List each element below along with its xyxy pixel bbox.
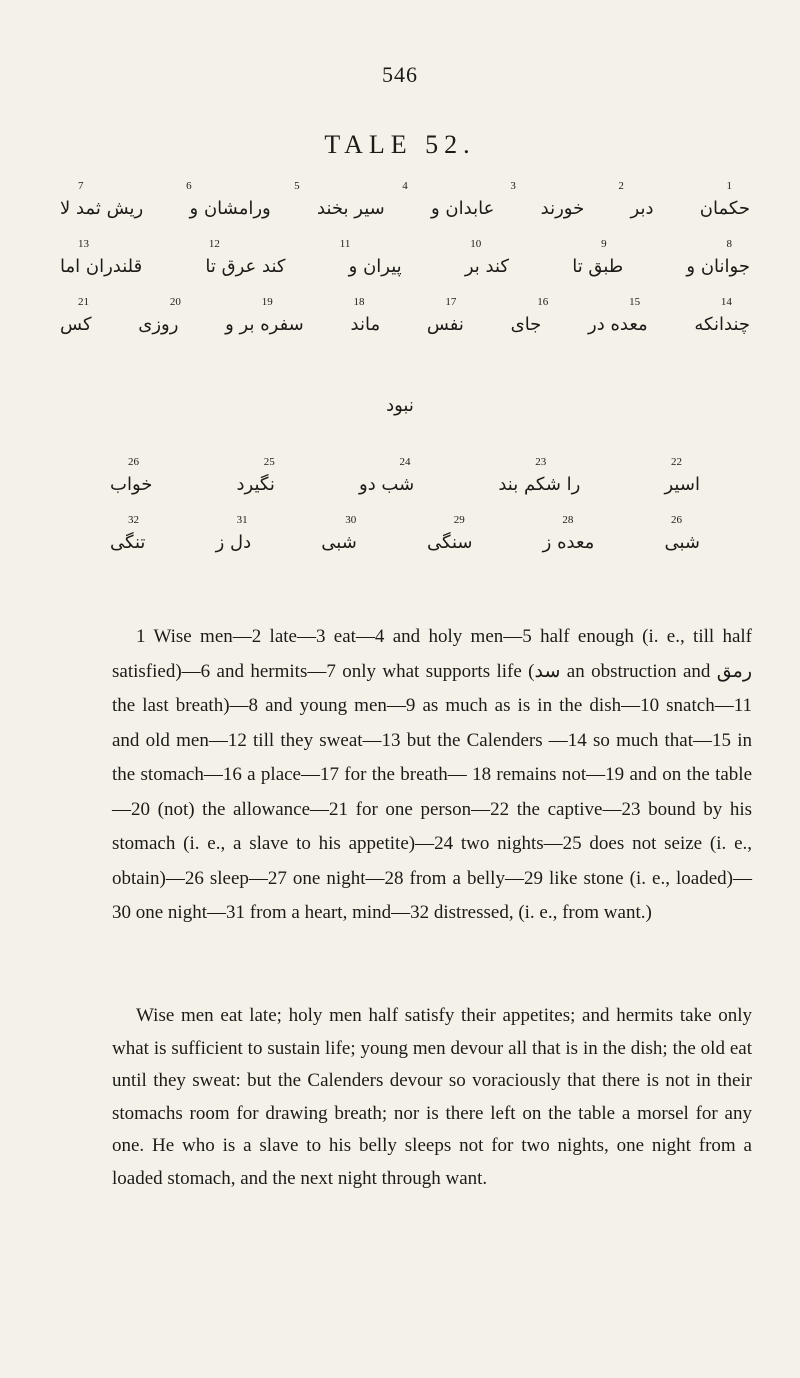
arabic-word: خواب <box>110 474 153 495</box>
arabic-word: ریش ثمد لا <box>60 198 144 219</box>
arabic-number: 26 <box>670 514 682 526</box>
arabic-row-1-numbers <box>60 180 750 192</box>
arabic-number: 26 <box>128 456 139 468</box>
arabic-row-4-numbers <box>110 456 700 468</box>
arabic-number: 12 <box>208 238 220 250</box>
arabic-number: 1 <box>726 180 732 192</box>
arabic-number: 4 <box>402 180 408 192</box>
arabic-row-4-words <box>110 474 700 495</box>
arabic-row-2-numbers <box>60 238 750 250</box>
arabic-number: 2 <box>618 180 624 192</box>
arabic-word: دل ز <box>215 532 252 553</box>
arabic-number: 28 <box>562 514 574 526</box>
arabic-word: خورند <box>540 198 585 219</box>
arabic-row-5-words <box>110 532 700 553</box>
arabic-number: 16 <box>537 296 549 308</box>
arabic-word: تنگی <box>110 532 146 553</box>
arabic-word: سنگی <box>427 532 473 553</box>
arabic-number: 30 <box>345 514 357 526</box>
arabic-number: 13 <box>78 238 89 250</box>
arabic-word: نگیرد <box>236 474 275 495</box>
arabic-number: 24 <box>399 456 411 468</box>
arabic-number: 32 <box>128 514 139 526</box>
arabic-word: جوانان و <box>686 256 750 277</box>
arabic-word: معده ز <box>542 532 595 553</box>
glossary-paragraph: 1 Wise men—2 late—3 eat—4 and holy men—5 half enough (i. e., till half satisfied)—6 and hermits—7 only what supports life (سد an obstruction and رمق the last breath)—8 and young men—9 as much as is in the dish—10 snatch—11 and old men—12 till they sweat—13 but the Calenders —14 so much that—15 in the stomach—16 a place—17 for the breath— 18 remains not—19 and on the table—20 (not) the allowance—21 for one person—22 the captive—23 bound by his stomach (i. e., a slave to his appetite)—24 two nights—25 does not seize (i. e., obtain)—26 sleep—27 one night—28 from a belly—29 like stone (i. e., loaded)—30 one night—31 from a heart, mind—32 distressed, (i. e., from want.) <box>112 626 752 923</box>
arabic-row-3 <box>60 296 750 335</box>
arabic-number: 9 <box>601 238 607 250</box>
arabic-word: طبق تا <box>572 256 624 277</box>
arabic-number: 22 <box>671 456 682 468</box>
arabic-word: شب دو <box>359 474 415 495</box>
arabic-number: 14 <box>720 296 732 308</box>
arabic-word: قلندران اما <box>60 256 143 277</box>
arabic-number: 17 <box>445 296 457 308</box>
arabic-number: 15 <box>629 296 641 308</box>
arabic-word: چندانکه <box>694 314 750 335</box>
arabic-number: 31 <box>236 514 248 526</box>
arabic-number: 29 <box>453 514 465 526</box>
arabic-word: شبی <box>664 532 700 553</box>
arabic-number: 19 <box>261 296 273 308</box>
arabic-word: کند بر <box>464 256 509 277</box>
arabic-number: 5 <box>294 180 300 192</box>
arabic-word: نفس <box>426 314 464 335</box>
arabic-row-5-numbers <box>110 514 700 526</box>
arabic-word: سفره بر و <box>225 314 304 335</box>
arabic-number: 8 <box>726 238 732 250</box>
arabic-number: 7 <box>78 180 84 192</box>
arabic-row-2 <box>60 238 750 277</box>
arabic-number: 3 <box>510 180 516 192</box>
english-rendering <box>112 1000 752 1195</box>
arabic-word: ورامشان و <box>189 198 271 219</box>
arabic-word: ماند <box>350 314 381 335</box>
arabic-word: دبر <box>630 198 654 219</box>
arabic-number: 10 <box>470 238 482 250</box>
arabic-row-5 <box>110 514 700 553</box>
arabic-word: حکمان <box>699 198 750 219</box>
arabic-row-1-words <box>60 198 750 219</box>
rendering-paragraph: Wise men eat late; holy men half satisfy their appetites; and hermits take only what is sufficient to sustain life; young men devour all that is in the dish; the old eat until they sweat: but the Calenders devour so voraciously that there is not in their stomachs room for drawing breath; nor is there left on the table a morsel for any one. He who is a slave to his belly sleeps not for two nights, one night from a loaded stomach, and the next night through want. <box>112 1005 752 1189</box>
arabic-number: 23 <box>535 456 547 468</box>
arabic-word: را شکم بند <box>498 474 581 495</box>
arabic-number: 6 <box>186 180 192 192</box>
arabic-number: 11 <box>339 238 351 250</box>
tale-title: TALE 52. <box>324 130 476 159</box>
arabic-middle-word: نبود <box>386 395 414 416</box>
arabic-word: معده در <box>588 314 648 335</box>
arabic-word: کند عرق تا <box>205 256 286 277</box>
arabic-row-3-numbers <box>60 296 750 308</box>
arabic-row-4 <box>110 456 700 495</box>
arabic-number: 21 <box>78 296 89 308</box>
arabic-number: 25 <box>263 456 275 468</box>
arabic-word: کس <box>60 314 92 335</box>
arabic-word: پیران و <box>348 256 402 277</box>
arabic-row-2-words <box>60 256 750 277</box>
arabic-word: شبی <box>321 532 357 553</box>
arabic-word: اسیر <box>664 474 700 495</box>
page-number: 546 <box>382 62 418 87</box>
arabic-word: سیر بخند <box>317 198 385 219</box>
arabic-row-3-words <box>60 314 750 335</box>
arabic-word: جای <box>510 314 542 335</box>
arabic-word: عابدان و <box>431 198 495 219</box>
arabic-number: 20 <box>169 296 181 308</box>
arabic-number: 18 <box>353 296 365 308</box>
arabic-word: روزی <box>138 314 179 335</box>
arabic-row-1 <box>60 180 750 219</box>
word-glossary <box>112 620 752 931</box>
